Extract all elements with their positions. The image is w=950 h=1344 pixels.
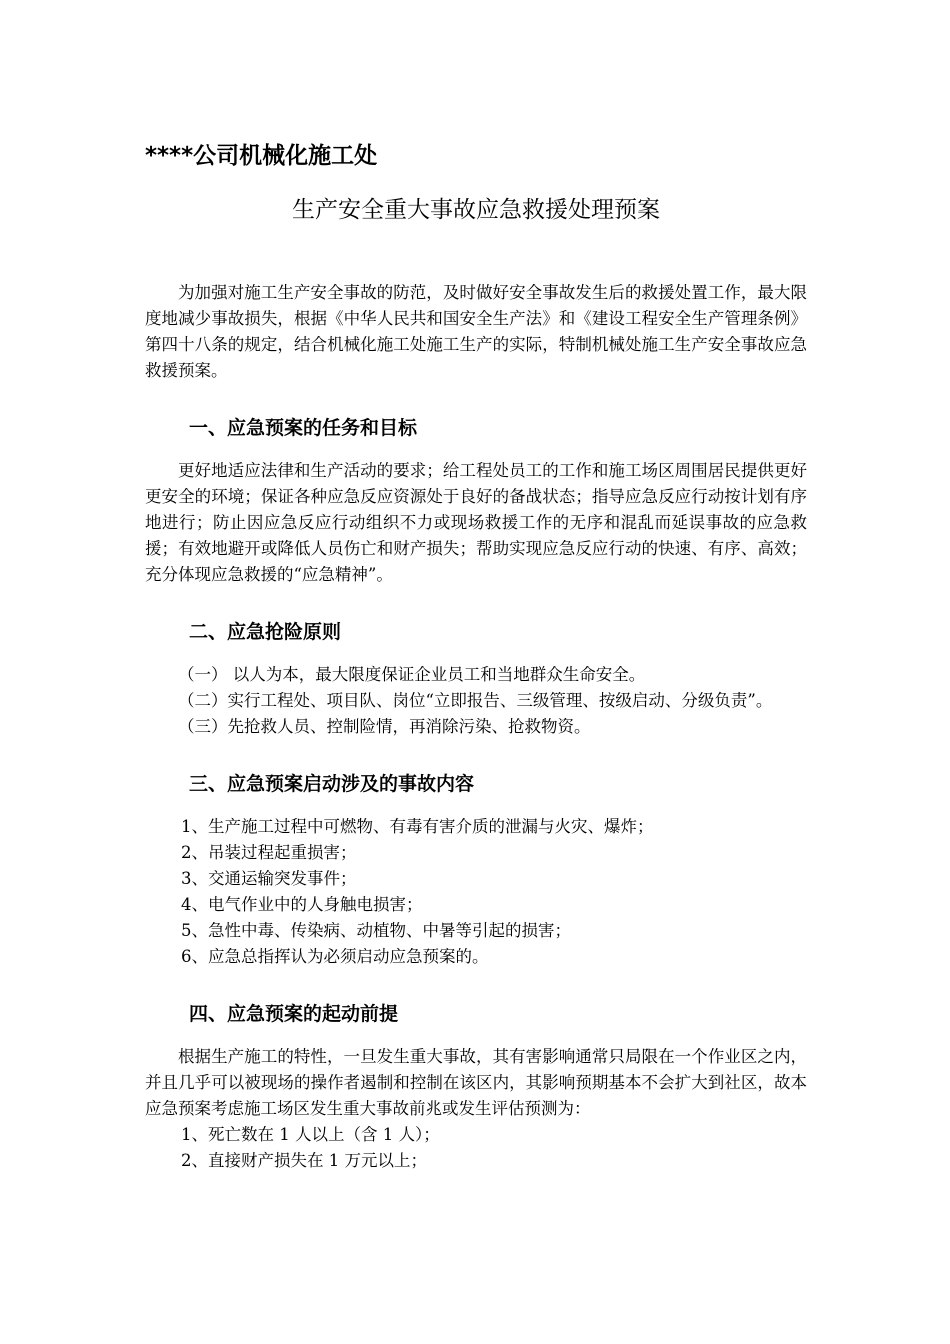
section-accident-types [145, 768, 807, 970]
principle-item: （二）实行工程处、项目队、岗位“立即报告、三级管理、按级启动、分级负责”。 [178, 691, 773, 710]
list-item: 1、死亡数在 1 人以上（含 1 人）； [181, 1125, 440, 1144]
section-body: 更好地适应法律和生产活动的要求；给工程处员工的工作和施工场区周围居民提供更好更安全的环境；保证各种应急反应资源处于良好的备战状态；指导应急反应行动按计划有序地进行；防止因应急反应行动组织不力或现场救援工作的无序和混乱而延误事故的应急救援；有效地避开或降低人员伤亡和财产损失；帮助实现应急反应行动的快速、有序、高效；充分体现应急救援的“应急精神”。 [145, 461, 807, 584]
section-principles [145, 616, 807, 740]
list-item: 2、直接财产损失在 1 万元以上； [181, 1151, 427, 1170]
principle-item: （一） 以人为本，最大限度保证企业员工和当地群众生命安全。 [178, 665, 646, 684]
list-item: 4、电气作业中的人身触电损害； [181, 895, 423, 914]
organization-title: ****公司机械化施工处 [145, 143, 378, 169]
section-activation-premise [145, 998, 807, 1174]
document-page [145, 130, 807, 1174]
principle-item: （三）先抢救人员、控制险情，再消除污染、抢救物资。 [178, 717, 591, 736]
section-heading: 一、应急预案的任务和目标 [189, 417, 418, 439]
section-heading: 二、应急抢险原则 [189, 621, 342, 643]
list-item: 3、交通运输突发事件； [181, 869, 357, 888]
section-heading: 四、应急预案的起动前提 [189, 1003, 399, 1025]
list-item: 2、吊装过程起重损害； [181, 843, 357, 862]
list-item: 6、应急总指挥认为必须启动应急预案的。 [181, 947, 489, 966]
section-tasks-goals [145, 412, 807, 588]
section-body: 根据生产施工的特性，一旦发生重大事故，其有害影响通常只局限在一个作业区之内，并且几乎可以被现场的操作者遏制和控制在该区内，其影响预期基本不会扩大到社区，故本应急预案考虑施工场区发生重大事故前兆或发生评估预测为： [145, 1047, 807, 1118]
section-heading: 三、应急预案启动涉及的事故内容 [189, 773, 475, 795]
list-item: 1、生产施工过程中可燃物、有毒有害介质的泄漏与火灾、爆炸； [181, 817, 654, 836]
list-item: 5、急性中毒、传染病、动植物、中暑等引起的损害； [181, 921, 571, 940]
document-title: 生产安全重大事故应急救援处理预案 [292, 197, 660, 223]
intro-paragraph: 为加强对施工生产安全事故的防范，及时做好安全事故发生后的救援处置工作，最大限度地减少事故损失，根据《中华人民共和国安全生产法》和《建设工程安全生产管理条例》第四十八条的规定，结合机械化施工处施工生产的实际，特制机械处施工生产安全事故应急救援预案。 [145, 283, 807, 380]
